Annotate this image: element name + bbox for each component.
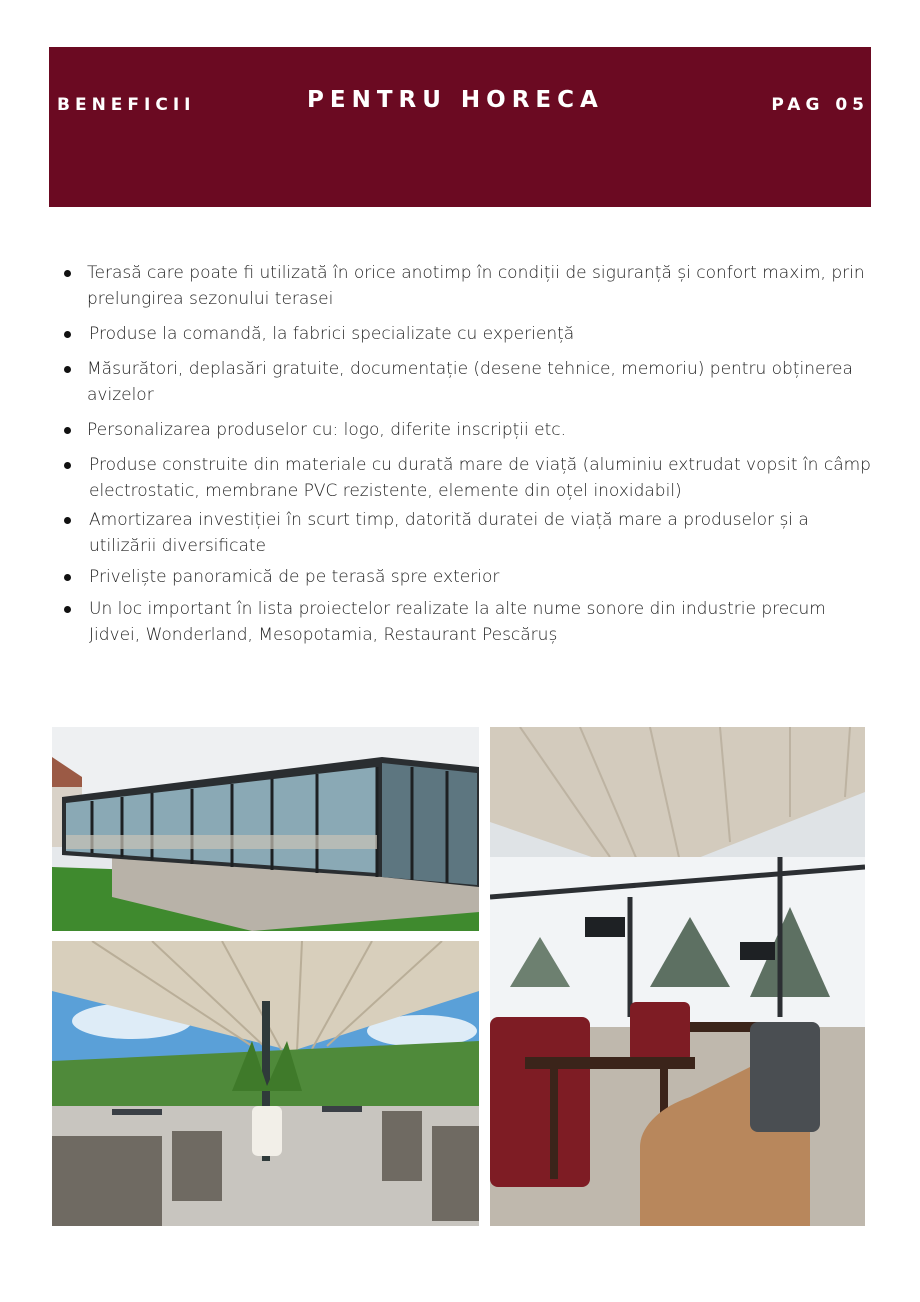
page-number: PAG 05 xyxy=(771,95,869,115)
glass-terrace-exterior-photo xyxy=(52,727,479,931)
list-item: Terasă care poate fi utilizată în orice anotimp în condiții de siguranță și confort maxim, prin prelungirea sezonului terasei xyxy=(62,260,872,312)
pergola-terrace-summer-photo xyxy=(52,941,479,1226)
bullet-icon xyxy=(64,427,71,434)
list-item: Amortizarea investiției în scurt timp, datorită duratei de viață mare a produselor și a utilizării diversificate xyxy=(62,507,872,559)
list-item: Produse la comandă, la fabrici specializate cu experiență xyxy=(62,321,872,347)
section-label: BENEFICII xyxy=(57,95,196,115)
winter-terrace-interior-photo xyxy=(490,727,865,1226)
bullet-icon xyxy=(64,366,71,373)
header-banner xyxy=(49,47,871,207)
list-item: Un loc important în lista proiectelor realizate la alte nume sonore din industrie precum Jidvei, Wonderland, Mesopotamia, Restaurant Pescăruș xyxy=(62,596,872,648)
list-item: Priveliște panoramică de pe terasă spre exterior xyxy=(62,564,872,590)
list-item: Măsurători, deplasări gratuite, documentație (desene tehnice, memoriu) pentru obținerea avizelor xyxy=(62,356,872,408)
list-item: Personalizarea produselor cu: logo, diferite inscripții etc. xyxy=(62,417,872,443)
bullet-icon xyxy=(64,574,71,581)
bullet-icon xyxy=(64,517,71,524)
benefits-list xyxy=(62,260,872,648)
bullet-icon xyxy=(64,462,71,469)
page-title: PENTRU HORECA xyxy=(307,87,604,113)
bullet-icon xyxy=(64,270,71,277)
bullet-icon xyxy=(64,331,71,338)
bullet-icon xyxy=(64,606,71,613)
list-item: Produse construite din materiale cu durată mare de viață (aluminiu extrudat vopsit în câmp electrostatic, membrane PVC rezistente, elemente din oțel inoxidabil) xyxy=(62,452,872,504)
